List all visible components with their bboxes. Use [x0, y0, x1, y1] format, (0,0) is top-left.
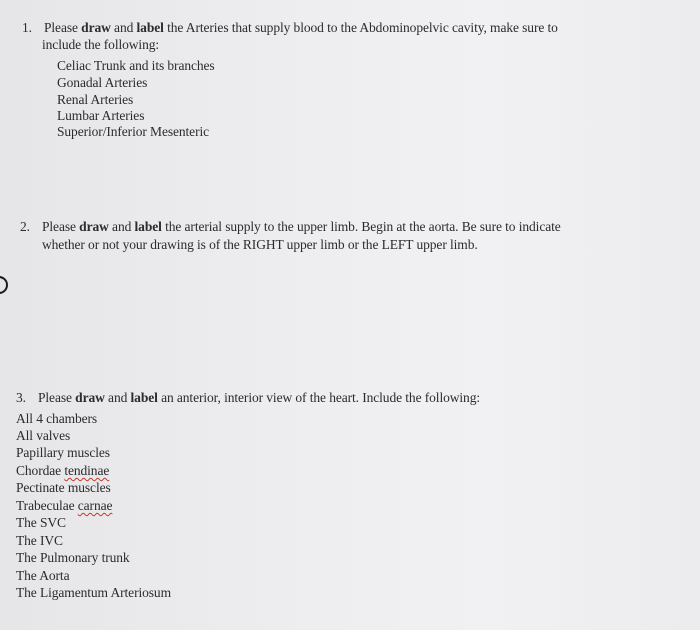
q3-bold-draw: draw	[75, 390, 105, 405]
q3-post: an anterior, interior view of the heart. Include the following:	[157, 390, 480, 405]
q3-bold-label: label	[130, 390, 158, 405]
q1-number: 1.	[22, 20, 32, 35]
q1-list-item: Celiac Trunk and its branches	[57, 58, 215, 73]
q3-list-item: Papillary muscles	[16, 445, 110, 460]
q2-prompt-line-2: whether or not your drawing is of the RIGHT upper limb or the LEFT upper limb.	[42, 237, 478, 252]
q3-list-item-misspelled	[16, 463, 109, 479]
q1-mid: and	[110, 20, 137, 35]
q2-number: 2.	[20, 219, 30, 234]
q3-item-trabeculae: Trabeculae carnae	[16, 498, 113, 513]
margin-bracket-mark	[0, 276, 8, 294]
spellcheck-underline: carnae	[77, 498, 113, 513]
q3-mid: and	[104, 390, 131, 405]
q2-bold-draw: draw	[79, 219, 109, 234]
q3-list-item: All valves	[16, 428, 71, 443]
q3-item-chordae: Chordae tendinae	[16, 463, 110, 478]
q1-list-item: Lumbar Arteries	[57, 108, 145, 123]
q1-post: the Arteries that supply blood to the Abdominopelvic cavity, make sure to	[163, 20, 558, 35]
q3-list-item: The Aorta	[16, 568, 70, 583]
spellcheck-underline: tendinae	[64, 463, 110, 478]
q1-pre: Please	[44, 20, 82, 35]
q1-bold-label: label	[136, 20, 164, 35]
q2-pre: Please	[42, 219, 80, 234]
q3-list-item-misspelled	[16, 498, 112, 514]
q1-prompt-line-1	[22, 20, 558, 36]
q1-list-item: Superior/Inferior Mesenteric	[57, 124, 210, 139]
q3-list-item: The Pulmonary trunk	[16, 550, 130, 565]
q2-bold-label: label	[134, 219, 162, 234]
q3-list-item: Pectinate muscles	[16, 480, 111, 495]
q2-mid: and	[108, 219, 135, 234]
q3-number: 3.	[16, 390, 26, 405]
q3-list-item: The IVC	[16, 533, 63, 548]
q2-prompt-line-1	[20, 219, 561, 235]
q3-list-item: All 4 chambers	[16, 411, 98, 426]
q3-prompt-line-1	[16, 390, 480, 406]
q1-prompt-line-2: include the following:	[42, 37, 160, 52]
q3-pre: Please	[38, 390, 76, 405]
q1-list-item: Gonadal Arteries	[57, 75, 148, 90]
q2-post: the arterial supply to the upper limb. Begin at the aorta. Be sure to indicate	[161, 219, 561, 234]
q1-list-item: Renal Arteries	[57, 92, 134, 107]
q3-list-item: The Ligamentum Arteriosum	[16, 585, 171, 600]
q1-bold-draw: draw	[81, 20, 111, 35]
q3-list-item: The SVC	[16, 515, 66, 530]
